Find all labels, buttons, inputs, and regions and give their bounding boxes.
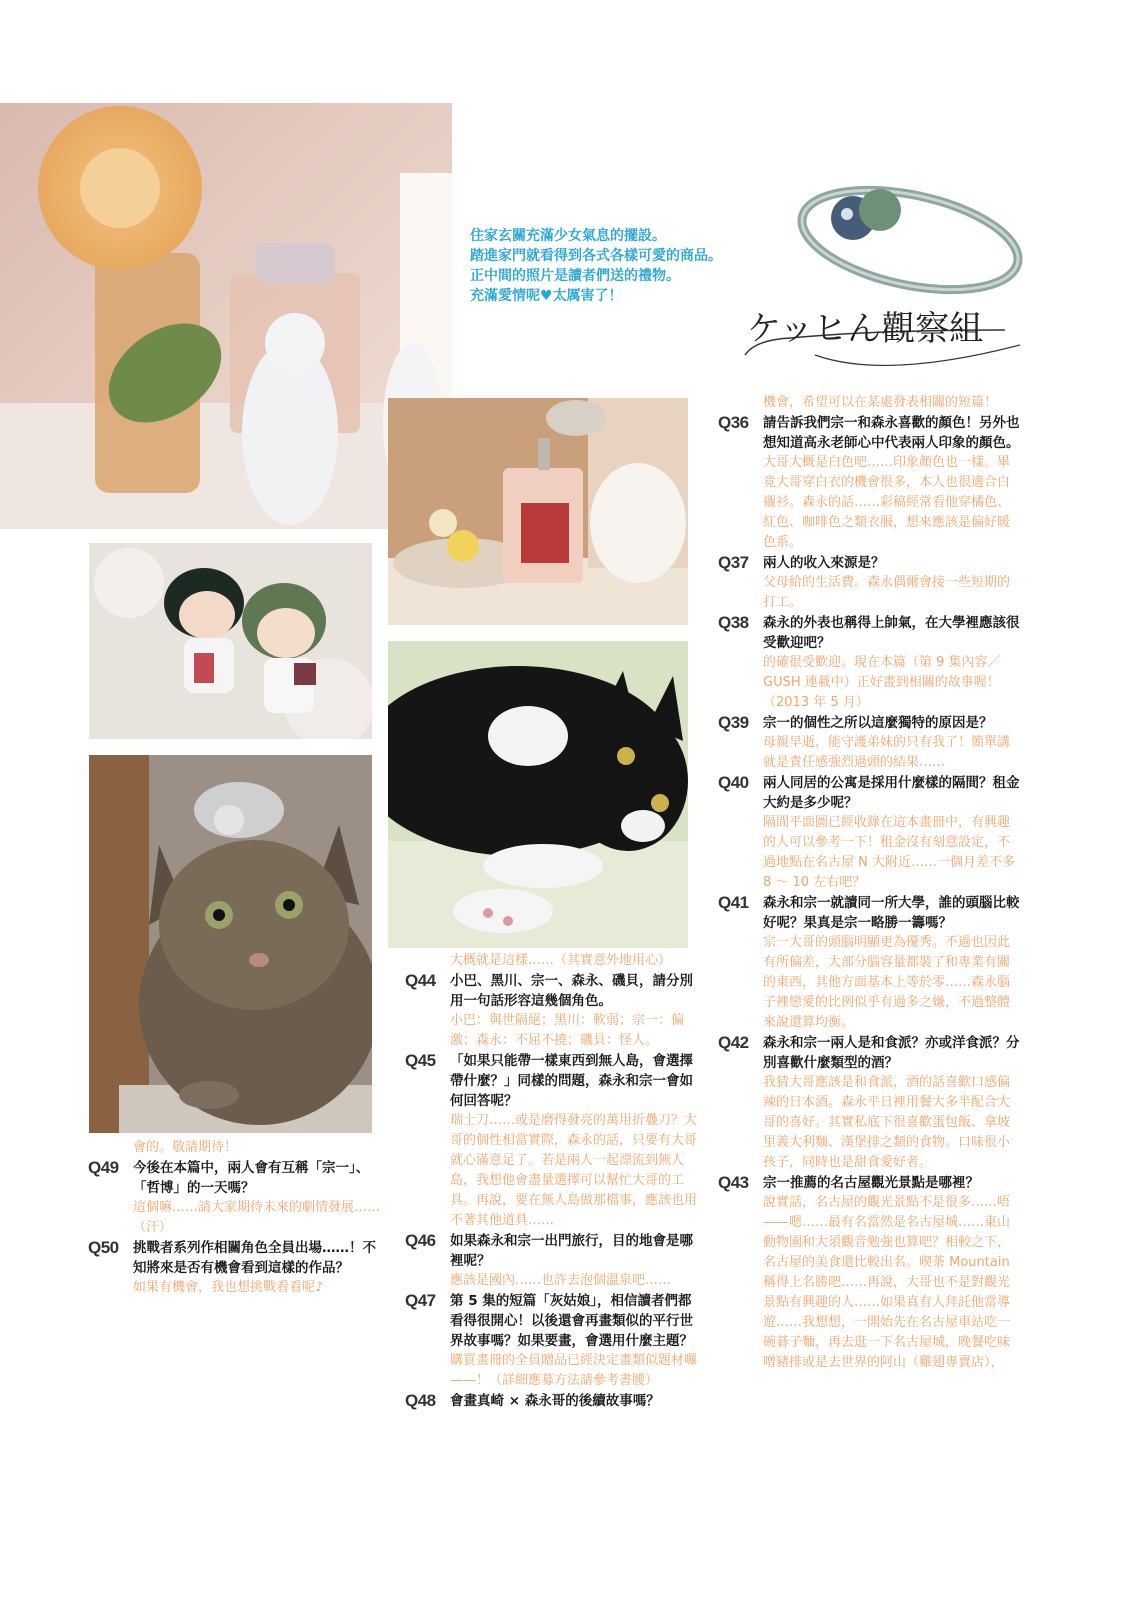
question-text: 如果森永和宗一出門旅行，目的地會是哪裡呢？ bbox=[450, 1233, 693, 1269]
qa-item bbox=[718, 1033, 1020, 1173]
question-text: 會畫真崎 × 森永哥的後續故事嗎？ bbox=[450, 1393, 660, 1409]
question-number: Q42 bbox=[718, 1033, 749, 1052]
question-text: 「如果只能帶一樣東西到無人島，會選擇帶什麼？」同樣的問題，森永和宗一會如何回答呢？ bbox=[450, 1053, 693, 1109]
left-column-continuation: 會的。敬請期待！ bbox=[133, 1140, 238, 1155]
caption-line-2: 踏進家門就看得到各式各樣可愛的商品。 bbox=[470, 248, 722, 264]
question-text: 第 5 集的短篇「灰姑娘」，相信讀者們都看得很開心！以後還會再畫類似的平行世界故事嗎？如果要畫，會選用什麼主題？ bbox=[450, 1293, 693, 1349]
answer-text: 我猜大哥應該是和食派，酒的話喜歡口感偏辣的日本酒。森永平日裡用餐大多半配合大哥的喜好。其實私底下很喜歡蛋包飯、拿坡里義大利麵、漢堡排之類的食物。口味很小孩子，同時也是甜食愛好者。 bbox=[763, 1075, 1011, 1170]
question-text: 挑戰者系列作相關角色全員出場……！不知將來是否有機會看到這樣的作品？ bbox=[133, 1240, 376, 1276]
question-number: Q50 bbox=[88, 1238, 119, 1257]
qa-item bbox=[718, 713, 1020, 773]
column-logo bbox=[735, 180, 1035, 390]
question-number: Q46 bbox=[405, 1231, 436, 1250]
figurines-photo bbox=[89, 543, 372, 739]
question-number: Q41 bbox=[718, 893, 749, 912]
middle-column bbox=[405, 951, 697, 1411]
question-number: Q44 bbox=[405, 971, 436, 990]
qa-item bbox=[405, 971, 697, 1051]
left-column bbox=[88, 1138, 380, 1298]
question-number: Q37 bbox=[718, 553, 749, 572]
qa-item bbox=[405, 1231, 697, 1291]
answer-text: 說實話，名古屋的觀光景點不是很多……唔——嗯……最有名當然是名古屋城……東山動物園和大須觀音勉強也算吧？相較之下，名古屋的美食還比較出名。喫茶 Mountain 稱得上名勝吧……再說，大哥也不是對觀光景點有興趣的人……如果真有人拜託他當導遊……我想想，一開始先在名古屋車站吃一碗碁子麵，再去逛一下名古屋城，晚餐吃味噌豬排或是去世界的阿山（雞翅專賣店）， bbox=[763, 1195, 1011, 1370]
qa-item bbox=[718, 613, 1020, 713]
right-column bbox=[718, 393, 1020, 1373]
qa-item bbox=[405, 1391, 697, 1411]
question-number: Q39 bbox=[718, 713, 749, 732]
answer-text: 這個嘛……請大家期待未來的劇情發展……（汗） bbox=[133, 1200, 381, 1235]
qa-item bbox=[718, 893, 1020, 1033]
qa-item bbox=[718, 1173, 1020, 1373]
qa-item bbox=[405, 1291, 697, 1391]
middle-column-continuation: 大概就是這樣……（其實意外地用心） bbox=[450, 953, 672, 968]
answer-text: 如果有機會，我也想挑戰看看呢♪ bbox=[133, 1280, 324, 1295]
answer-text: 的確很受歡迎。現在本篇（第 9 集內容／GUSH 連載中）正好畫到相關的故事喔！（2013 年 5 月） bbox=[763, 655, 1001, 710]
question-text: 宗一的個性之所以這麼獨特的原因是？ bbox=[763, 715, 993, 731]
tuxedo-cat-photo bbox=[388, 641, 688, 948]
question-number: Q43 bbox=[718, 1173, 749, 1192]
question-text: 兩人的收入來源是？ bbox=[763, 555, 885, 571]
question-number: Q40 bbox=[718, 773, 749, 792]
answer-text: 瑞士刀……或是磨得發亮的萬用折疊刀？大哥的個性相當實際，森永的話，只要有大哥就心滿意足了。若是兩人一起漂流到無人島，我想他會盡量選擇可以幫忙大哥的工具。再說，要在無人島做那檔事，應該也用不著其他道具…… bbox=[450, 1113, 698, 1228]
question-text: 森永和宗一就讀同一所大學，誰的頭腦比較好呢？果真是宗一略勝一籌嗎？ bbox=[763, 895, 1020, 931]
answer-text: 母親早逝，能守護弟妹的只有我了！簡單講就是責任感強烈過頭的結果…… bbox=[763, 735, 1011, 770]
caption-line-4-b: 太厲害了！ bbox=[552, 288, 623, 304]
question-text: 森永和宗一兩人是和食派？亦或洋食派？分別喜歡什麼類型的酒？ bbox=[763, 1035, 1020, 1071]
answer-text: 購買畫冊的全員贈品已經決定畫類似題材囉——！（詳細應募方法請參考書腰） bbox=[450, 1353, 698, 1388]
question-text: 小巴、黑川、宗一、森永、磯貝，請分別用一句話形容這幾個角色。 bbox=[450, 973, 693, 1009]
qa-item bbox=[718, 773, 1020, 893]
question-text: 請告訴我們宗一和森永喜歡的顏色！另外也想知道高永老師心中代表兩人印象的顏色。 bbox=[763, 415, 1020, 451]
answer-text: 大哥大概是白色吧……印象顏色也一樣。畢竟大哥穿白衣的機會很多，本人也很適合白襯衫。森永的話……彩稿經常看他穿橘色、紅色、咖啡色之類衣服，想來應該是偏好暖色系。 bbox=[763, 455, 1011, 550]
question-number: Q45 bbox=[405, 1051, 436, 1070]
photo-caption bbox=[470, 226, 770, 306]
caption-line-1: 住家玄關充滿少女氣息的擺設。 bbox=[470, 228, 666, 244]
entrance-decor-photo bbox=[0, 103, 452, 529]
question-text: 森永的外表也稱得上帥氣，在大學裡應該很受歡迎吧？ bbox=[763, 615, 1020, 651]
answer-text: 父母給的生活費。森永偶爾會接一些短期的打工。 bbox=[763, 575, 1011, 610]
answer-text: 隔間平面圖已經收錄在這本畫冊中，有興趣的人可以參考一下！租金沒有刻意設定，不過地點在名古屋 N 大附近……一個月差不多 8 ～ 10 左右吧？ bbox=[763, 815, 1015, 890]
right-column-continuation: 機會，希望可以在某處發表相關的短篇！ bbox=[763, 395, 998, 410]
question-number: Q38 bbox=[718, 613, 749, 632]
question-text: 兩人同居的公寓是採用什麼樣的隔間？租金大約是多少呢？ bbox=[763, 775, 1020, 811]
answer-text: 小巴：與世隔絕；黑川：軟弱；宗一：偏激；森永：不屈不撓；磯貝：怪人。 bbox=[450, 1013, 685, 1048]
perfume-bottle-photo bbox=[388, 398, 688, 625]
answer-text: 宗一大哥的頭腦明顯更為優秀。不過也因此有所偏差，大部分腦容量都裝了和專業有關的東西，其他方面基本上等於零……森永腦子裡戀愛的比例似乎有過多之嫌，不過整體來說還算均衡。 bbox=[763, 935, 1011, 1030]
answer-text: 應該是國內……也許去泡個溫泉吧…… bbox=[450, 1273, 672, 1288]
qa-item bbox=[718, 553, 1020, 613]
qa-item bbox=[88, 1238, 380, 1298]
logo-text: ケッヒん觀察組 bbox=[747, 309, 984, 349]
question-text: 宗一推薦的名古屋觀光景點是哪裡？ bbox=[763, 1175, 979, 1191]
tabby-cat-photo bbox=[89, 755, 372, 1133]
question-number: Q47 bbox=[405, 1291, 436, 1310]
qa-item bbox=[88, 1158, 380, 1238]
qa-item bbox=[718, 413, 1020, 553]
qa-item bbox=[405, 1051, 697, 1231]
caption-line-3: 正中間的照片是讀者們送的禮物。 bbox=[470, 268, 680, 284]
question-number: Q48 bbox=[405, 1391, 436, 1410]
question-number: Q49 bbox=[88, 1158, 119, 1177]
question-number: Q36 bbox=[718, 413, 749, 432]
heart-icon: ♥ bbox=[540, 288, 553, 304]
caption-line-4-a: 充滿愛情呢 bbox=[470, 288, 540, 304]
caption-line-4 bbox=[470, 286, 770, 306]
question-text: 今後在本篇中，兩人會有互稱「宗一」、「哲博」的一天嗎？ bbox=[133, 1160, 370, 1196]
